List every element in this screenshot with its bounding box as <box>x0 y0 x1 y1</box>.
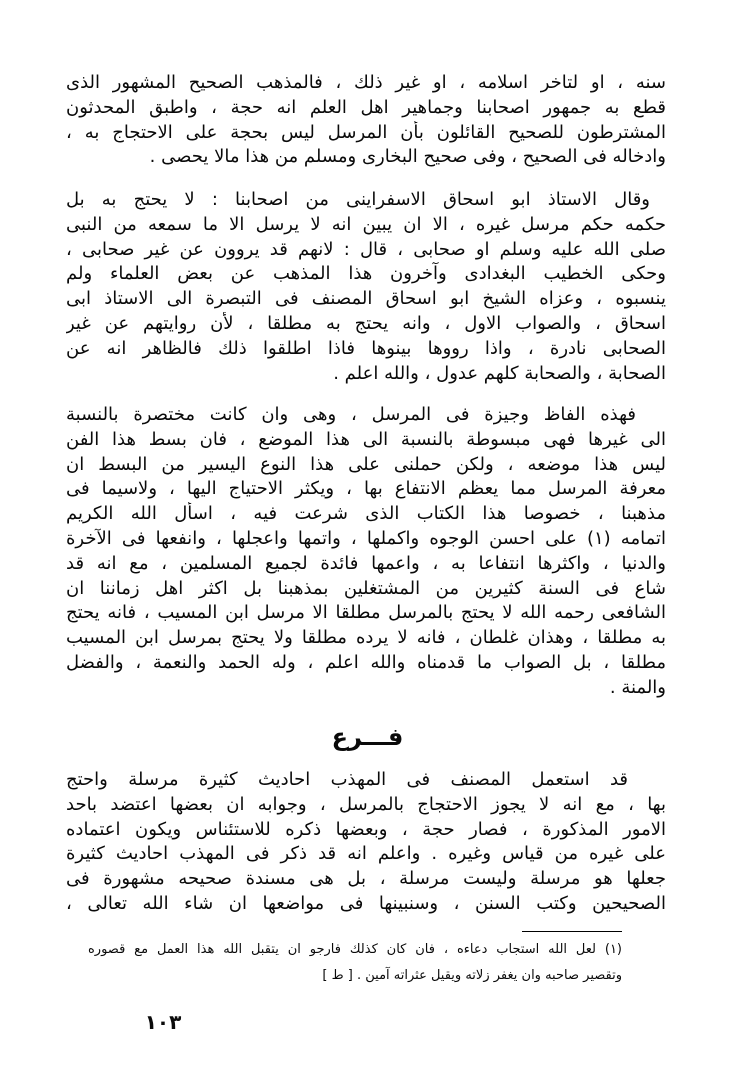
text-line: حكمه حكم مرسل غيره ، الا ان يبين انه لا يرسل الا ما سمعه من النبى <box>66 213 666 235</box>
text-line: شاع فى السنة كثيرين من المشتغلين بمذهبنا بل اكثر اهل زماننا ان <box>66 577 666 599</box>
text-line: به مطلقا ، وهذان غلطان ، فانه لا يرده مطلقا ولا يحتج بمرسل ابن المسيب <box>66 627 666 649</box>
text-line: فهذه الفاظ وجيزة فى المرسل ، وهى وان كانت مختصرة بالنسبة <box>66 404 636 425</box>
text-line: سنه ، او لتاخر اسلامه ، او غير ذلك ، فالمذهب الصحيح المشهور الذى <box>66 72 666 93</box>
text-line: وادخاله فى الصحيح ، وفى صحيح البخارى ومسلم من هذا مالا يحصى . <box>149 146 666 168</box>
text-line: والدنيا ، واكثرها انتفاعا به ، واعمها فائدة لجميع المسلمين ، مع انه قد <box>66 552 666 574</box>
text-line: جعلها هو مرسلة وليست مرسلة ، بل هى مسندة صحيحه مشهورة فى <box>66 868 666 890</box>
text-line: على غيره من قياس وغيره . واعلم انه قد ذكر فى المهذب احاديث كثيرة <box>66 843 666 865</box>
text-line: الصحابة ، والصحابة كلهم عدول ، والله اعلم . <box>333 362 666 384</box>
text-line: مطلقا ، بل الصواب ما قدمناه والله اعلم ، وله الحمد والنعمة ، والفضل <box>66 651 666 673</box>
text-line: ينسبوه ، وعزاه الشيخ ابو اسحاق المصنف فى التبصرة الى الاستاذ ابى <box>66 288 666 310</box>
text-line: قطع به جمهور اصحابنا وجماهير اهل العلم انه حجة ، واطبق المحدثون <box>66 96 666 118</box>
text-line: وقال الاستاذ ابو اسحاق الاسفراينى من اصحابنا : لا يحتج به بل <box>66 189 650 210</box>
text-line: بها ، مع انه لا يجوز الاحتجاج بالمرسل ، وجوابه ان بعضها اعتضد باحد <box>66 793 666 815</box>
text-line: ليس هذا موضعه ، ولكن حملنى على هذا النوع اليسير من البسط ان <box>66 453 666 475</box>
footnote-line: وتقصير صاحبه وان يغفر زلاته ويقيل عثراته آمين . [ ط ] <box>322 968 622 983</box>
text-line: وحكى الخطيب البغدادى وآخرون هذا المذهب عن بعض العلماء ولم <box>66 263 666 285</box>
text-line: الصحيحين وكتب السنن ، وسنبينها فى مواضعها ان شاء الله تعالى ، <box>66 892 666 914</box>
text-line: اسحاق ، والصواب الاول ، وانه يحتج به مطلقا ، لأن روايتهم عن غير <box>66 312 666 334</box>
paragraph <box>66 768 666 917</box>
text-line: معرفة المرسل مما يعظم الانتفاع بها ، ويكثر الاحتياج اليها ، ولاسيما فى <box>66 478 666 500</box>
page-number: ١٠٣ <box>144 1010 182 1034</box>
paragraph <box>66 403 666 701</box>
text-line: الى غيرها فهى مبسوطة بالنسبة الى هذا الموضع ، فان بسط هذا الفن <box>66 428 666 450</box>
text-line: والمنة . <box>609 676 666 698</box>
paragraph <box>66 188 666 386</box>
text-line: الامور المذكورة ، فصار حجة ، وبعضها ذكره للاستئناس ويكون اعتماده <box>66 818 666 840</box>
footnote-line: (١) لعل الله استجاب دعاءه ، فان كان كذلك فارجو ان يتقبل الله هذا العمل مع قصوره <box>88 942 622 957</box>
text-line: مذهبنا ، خصوصا هذا الكتاب الذى شرعت فيه ، اسأل الله الكريم <box>66 503 666 525</box>
text-line: الشافعى رحمه الله لا يحتج بالمرسل مطلقا الا مرسل ابن المسيب ، فانه يحتج <box>66 602 666 624</box>
section-heading: فـــرع <box>331 723 404 751</box>
text-line: قد استعمل المصنف فى المهذب احاديث كثيرة مرسلة واحتج <box>66 769 628 790</box>
paragraph <box>66 71 666 170</box>
footnote <box>88 937 622 989</box>
footnote-rule <box>522 931 622 932</box>
text-line: صلى الله عليه وسلم او صحابى ، قال : لانهم قد يروون عن غير صحابى ، <box>66 238 666 260</box>
text-line: الصحابى نادرة ، واذا رووها بينوها فاذا اطلقوا ذلك فالظاهر انه عن <box>66 337 666 359</box>
text-line: اتمامه (١) على احسن الوجوه واكملها ، واتمها واعجلها ، وانفعها فى الآخرة <box>66 527 666 549</box>
text-line: المشترطون للصحيح القائلون بأن المرسل ليس بحجة على الاحتجاج به ، <box>66 121 666 143</box>
